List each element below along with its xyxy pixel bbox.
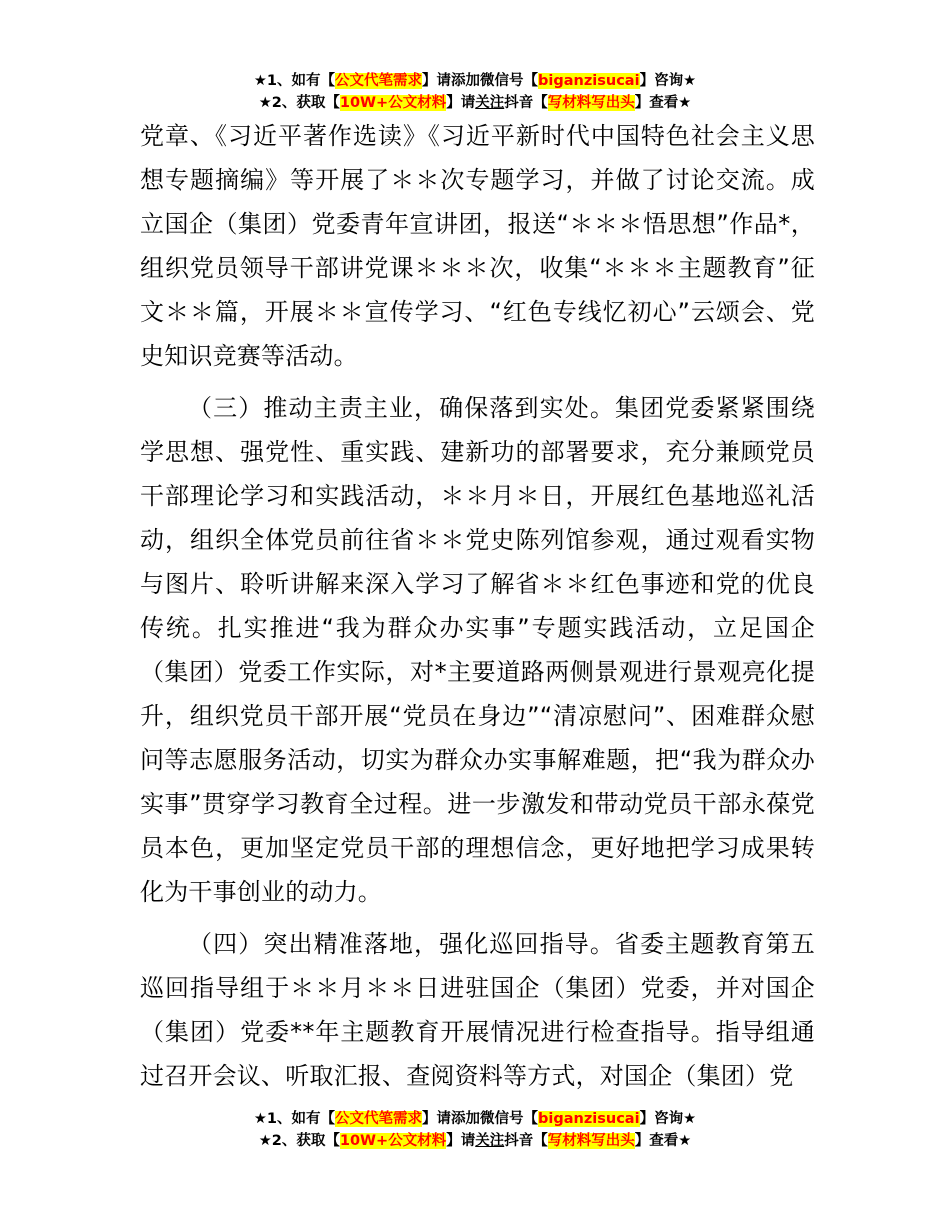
footer-line-2 [0,1130,950,1152]
footer-banner [0,1108,950,1152]
footer-line-2-prefix: ★2、获取【 [258,1133,340,1149]
paragraph-section-four: （四）突出精准落地，强化巡回指导。省委主题教育第五巡回指导组于＊＊月＊＊日进驻国企（集团）党委，并对国企（集团）党委**年主题教育开展情况进行检查指导。指导组通过召开会议、听取汇报、查阅资料等方式，对国企（集团）党 [140,930,815,1090]
document-body [140,114,815,1098]
header-line-2 [0,92,950,114]
paragraph-section-three: （三）推动主责主业，确保落到实处。集团党委紧紧围绕学思想、强党性、重实践、建新功的部署要求，充分兼顾党员干部理论学习和实践活动，＊＊月＊日，开展红色基地巡礼活动，组织全体党员前往省＊＊党史陈列馆参观，通过观看实物与图片、聆听讲解来深入学习了解省＊＊红色事迹和党的优良传统。扎实推进“我为群众办实事”专题实践活动，立足国企（集团）党委工作实际，对*主要道路两侧景观进行景观亮化提升，组织党员干部开展“党员在身边”“清凉慰问”、困难群众慰问等志愿服务活动，切实为群众办实事解难题，把“我为群众办实事”贯穿学习教育全过程。进一步激发和带动党员干部永葆党员本色，更加坚定党员干部的理想信念，更好地把学习成果转化为干事创业的动力。 [140,394,815,906]
footer-line-1-mid: 】请添加微信号【 [422,1111,539,1127]
header-highlight-wechat: biganzisucai [538,73,640,89]
header-line-1-mid: 】请添加微信号【 [422,73,539,89]
header-line-2-suffix: 】查看★ [634,95,692,111]
header-line-1 [0,70,950,92]
header-banner [0,70,950,114]
footer-highlight-wechat: biganzisucai [538,1111,640,1127]
footer-highlight-materials: 10W+公文材料 [339,1133,447,1149]
footer-line-2-mid1: 】请 [446,1133,476,1149]
header-line-2-mid1: 】请 [446,95,476,111]
header-line-2-prefix: ★2、获取【 [258,95,340,111]
header-highlight-douyin: 写材料写出头 [547,95,635,111]
footer-line-1 [0,1108,950,1130]
header-line-1-prefix: ★1、如有【 [253,73,336,89]
footer-line-2-mid2: 抖音【 [504,1133,548,1149]
header-highlight-service: 公文代笔需求 [335,73,423,89]
footer-highlight-douyin: 写材料写出头 [547,1133,635,1149]
header-follow-text: 关注 [475,95,505,111]
footer-follow-text: 关注 [475,1133,505,1149]
header-line-2-mid2: 抖音【 [504,95,548,111]
footer-line-1-prefix: ★1、如有【 [253,1111,336,1127]
footer-highlight-service: 公文代笔需求 [335,1111,423,1127]
header-highlight-materials: 10W+公文材料 [339,95,447,111]
header-line-1-suffix: 】咨询★ [639,73,697,89]
footer-line-1-suffix: 】咨询★ [639,1111,697,1127]
footer-line-2-suffix: 】查看★ [634,1133,692,1149]
paragraph-continued: 党章、《习近平著作选读》《习近平新时代中国特色社会主义思想专题摘编》等开展了＊＊次专题学习，并做了讨论交流。成立国企（集团）党委青年宣讲团，报送“＊＊＊悟思想”作品*，组织党员领导干部讲党课＊＊＊次，收集“＊＊＊主题教育”征文＊＊篇，开展＊＊宣传学习、“红色专线忆初心”云颂会、党史知识竞赛等活动。 [140,122,815,370]
